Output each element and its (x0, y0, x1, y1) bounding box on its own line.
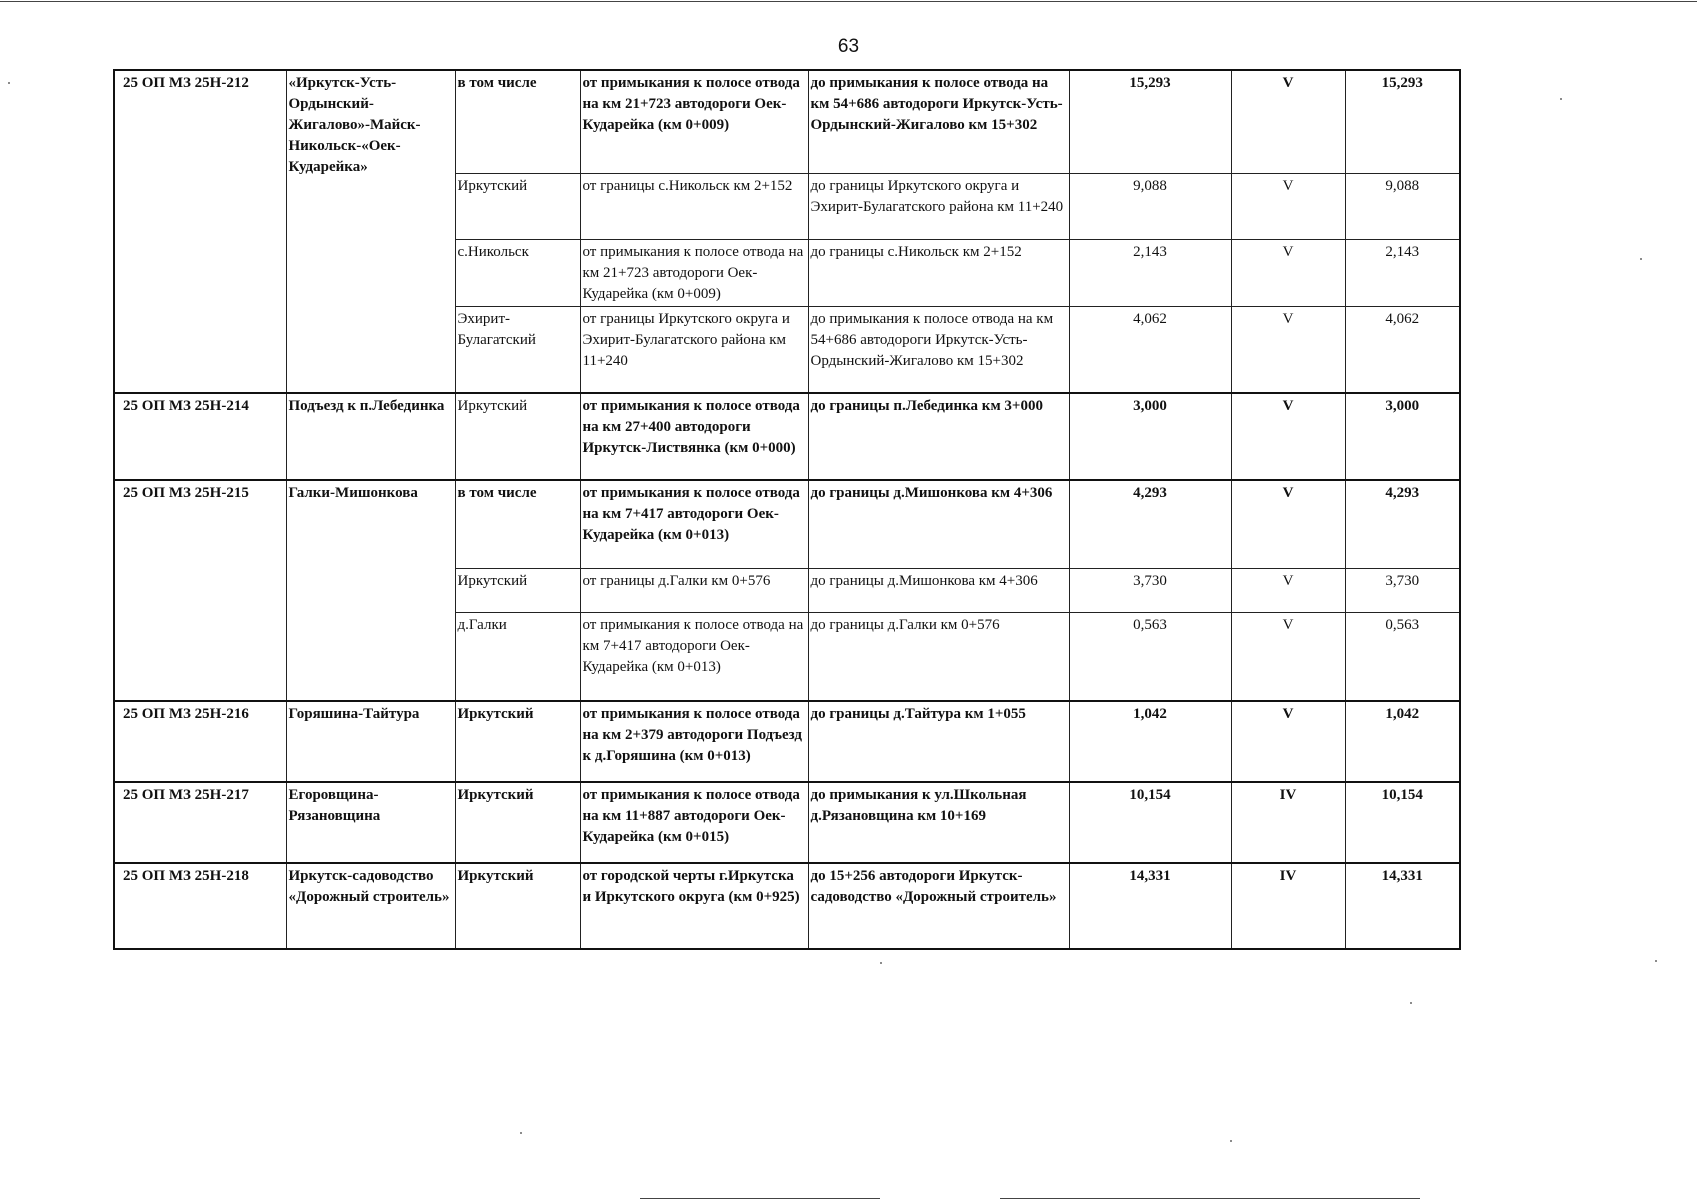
length-cell: 15,293 (1069, 70, 1231, 173)
from-cell: от примыкания к полосе отвода на км 21+723 автодороги Оек-Кударейка (км 0+009) (580, 239, 808, 306)
total-cell: 3,730 (1345, 568, 1460, 612)
road-name: Горяшина-Тайтура (286, 701, 455, 782)
from-cell: от примыкания к полосе отвода на км 2+379 автодороги Подъезд к д.Горяшина (км 0+013) (580, 701, 808, 782)
length-cell: 0,563 (1069, 612, 1231, 701)
scan-speck (880, 962, 882, 964)
length-cell: 4,293 (1069, 480, 1231, 568)
table-row (114, 480, 1460, 568)
to-cell: до примыкания к полосе отвода на км 54+686 автодороги Иркутск-Усть-Ордынский-Жигалово км 15+302 (808, 70, 1069, 173)
total-cell: 9,088 (1345, 173, 1460, 239)
to-cell: до 15+256 автодороги Иркутск-садоводство «Дорожный строитель» (808, 863, 1069, 949)
road-name: Иркутск-садоводство «Дорожный строитель» (286, 863, 455, 949)
category-cell: IV (1231, 782, 1345, 863)
category-cell: V (1231, 612, 1345, 701)
total-cell: 4,062 (1345, 306, 1460, 393)
to-cell: до границы Иркутского округа и Эхирит-Булагатского района км 11+240 (808, 173, 1069, 239)
category-cell: V (1231, 393, 1345, 480)
district-cell: д.Галки (455, 612, 580, 701)
category-cell: V (1231, 480, 1345, 568)
road-code: 25 ОП МЗ 25Н-216 (114, 701, 286, 782)
category-cell: IV (1231, 863, 1345, 949)
table-row (114, 782, 1460, 863)
total-cell: 4,293 (1345, 480, 1460, 568)
to-cell: до границы д.Мишонкова км 4+306 (808, 480, 1069, 568)
district-cell: с.Никольск (455, 239, 580, 306)
category-cell: V (1231, 568, 1345, 612)
road-code: 25 ОП МЗ 25Н-214 (114, 393, 286, 480)
scan-speck (1560, 98, 1562, 100)
total-cell: 0,563 (1345, 612, 1460, 701)
length-cell: 14,331 (1069, 863, 1231, 949)
from-cell: от границы Иркутского округа и Эхирит-Булагатского района км 11+240 (580, 306, 808, 393)
to-cell: до границы д.Мишонкова км 4+306 (808, 568, 1069, 612)
length-cell: 10,154 (1069, 782, 1231, 863)
road-code: 25 ОП МЗ 25Н-215 (114, 480, 286, 701)
district-cell: в том числе (455, 70, 580, 173)
to-cell: до границы п.Лебединка км 3+000 (808, 393, 1069, 480)
scan-speck (1640, 258, 1642, 260)
to-cell: до границы д.Тайтура км 1+055 (808, 701, 1069, 782)
district-cell: Иркутский (455, 863, 580, 949)
total-cell: 2,143 (1345, 239, 1460, 306)
district-cell: Эхирит-Булагатский (455, 306, 580, 393)
district-cell: Иркутский (455, 568, 580, 612)
district-cell: Иркутский (455, 393, 580, 480)
length-cell: 3,730 (1069, 568, 1231, 612)
road-code: 25 ОП МЗ 25Н-218 (114, 863, 286, 949)
total-cell: 3,000 (1345, 393, 1460, 480)
from-cell: от примыкания к полосе отвода на км 7+417 автодороги Оек-Кударейка (км 0+013) (580, 480, 808, 568)
total-cell: 10,154 (1345, 782, 1460, 863)
road-register-table (113, 69, 1461, 950)
road-code: 25 ОП МЗ 25Н-212 (114, 70, 286, 393)
from-cell: от примыкания к полосе отвода на км 7+417 автодороги Оек-Кударейка (км 0+013) (580, 612, 808, 701)
table-row (114, 863, 1460, 949)
length-cell: 1,042 (1069, 701, 1231, 782)
length-cell: 3,000 (1069, 393, 1231, 480)
scan-edge-line (640, 1198, 880, 1199)
category-cell: V (1231, 70, 1345, 173)
road-name: Галки-Мишонкова (286, 480, 455, 701)
length-cell: 9,088 (1069, 173, 1231, 239)
table-row (114, 393, 1460, 480)
total-cell: 15,293 (1345, 70, 1460, 173)
page-number: 63 (837, 36, 860, 57)
road-code: 25 ОП МЗ 25Н-217 (114, 782, 286, 863)
from-cell: от примыкания к полосе отвода на км 11+887 автодороги Оек-Кударейка (км 0+015) (580, 782, 808, 863)
to-cell: до границы с.Никольск км 2+152 (808, 239, 1069, 306)
from-cell: от границы д.Галки км 0+576 (580, 568, 808, 612)
scan-speck (8, 82, 10, 84)
road-name: Подъезд к п.Лебединка (286, 393, 455, 480)
district-cell: Иркутский (455, 782, 580, 863)
category-cell: V (1231, 306, 1345, 393)
table-row (114, 701, 1460, 782)
to-cell: до примыкания к полосе отвода на км 54+686 автодороги Иркутск-Усть-Ордынский-Жигалово км 15+302 (808, 306, 1069, 393)
from-cell: от примыкания к полосе отвода на км 27+400 автодороги Иркутск-Листвянка (км 0+000) (580, 393, 808, 480)
category-cell: V (1231, 701, 1345, 782)
to-cell: до примыкания к ул.Школьная д.Рязановщина км 10+169 (808, 782, 1069, 863)
table-row (114, 70, 1460, 173)
scan-speck (520, 1132, 522, 1134)
scan-speck (1410, 1002, 1412, 1004)
category-cell: V (1231, 173, 1345, 239)
length-cell: 4,062 (1069, 306, 1231, 393)
scan-edge-line (0, 1, 1697, 2)
scan-speck (1230, 1140, 1232, 1142)
from-cell: от городской черты г.Иркутска и Иркутского округа (км 0+925) (580, 863, 808, 949)
from-cell: от примыкания к полосе отвода на км 21+723 автодороги Оек-Кударейка (км 0+009) (580, 70, 808, 173)
district-cell: в том числе (455, 480, 580, 568)
total-cell: 1,042 (1345, 701, 1460, 782)
to-cell: до границы д.Галки км 0+576 (808, 612, 1069, 701)
district-cell: Иркутский (455, 173, 580, 239)
length-cell: 2,143 (1069, 239, 1231, 306)
category-cell: V (1231, 239, 1345, 306)
road-name: «Иркутск-Усть-Ордынский-Жигалово»-Майск-Никольск-«Оек-Кударейка» (286, 70, 455, 393)
scan-edge-line (1000, 1198, 1420, 1199)
scan-speck (1655, 960, 1657, 962)
district-cell: Иркутский (455, 701, 580, 782)
from-cell: от границы с.Никольск км 2+152 (580, 173, 808, 239)
road-name: Егоровщина-Рязановщина (286, 782, 455, 863)
total-cell: 14,331 (1345, 863, 1460, 949)
